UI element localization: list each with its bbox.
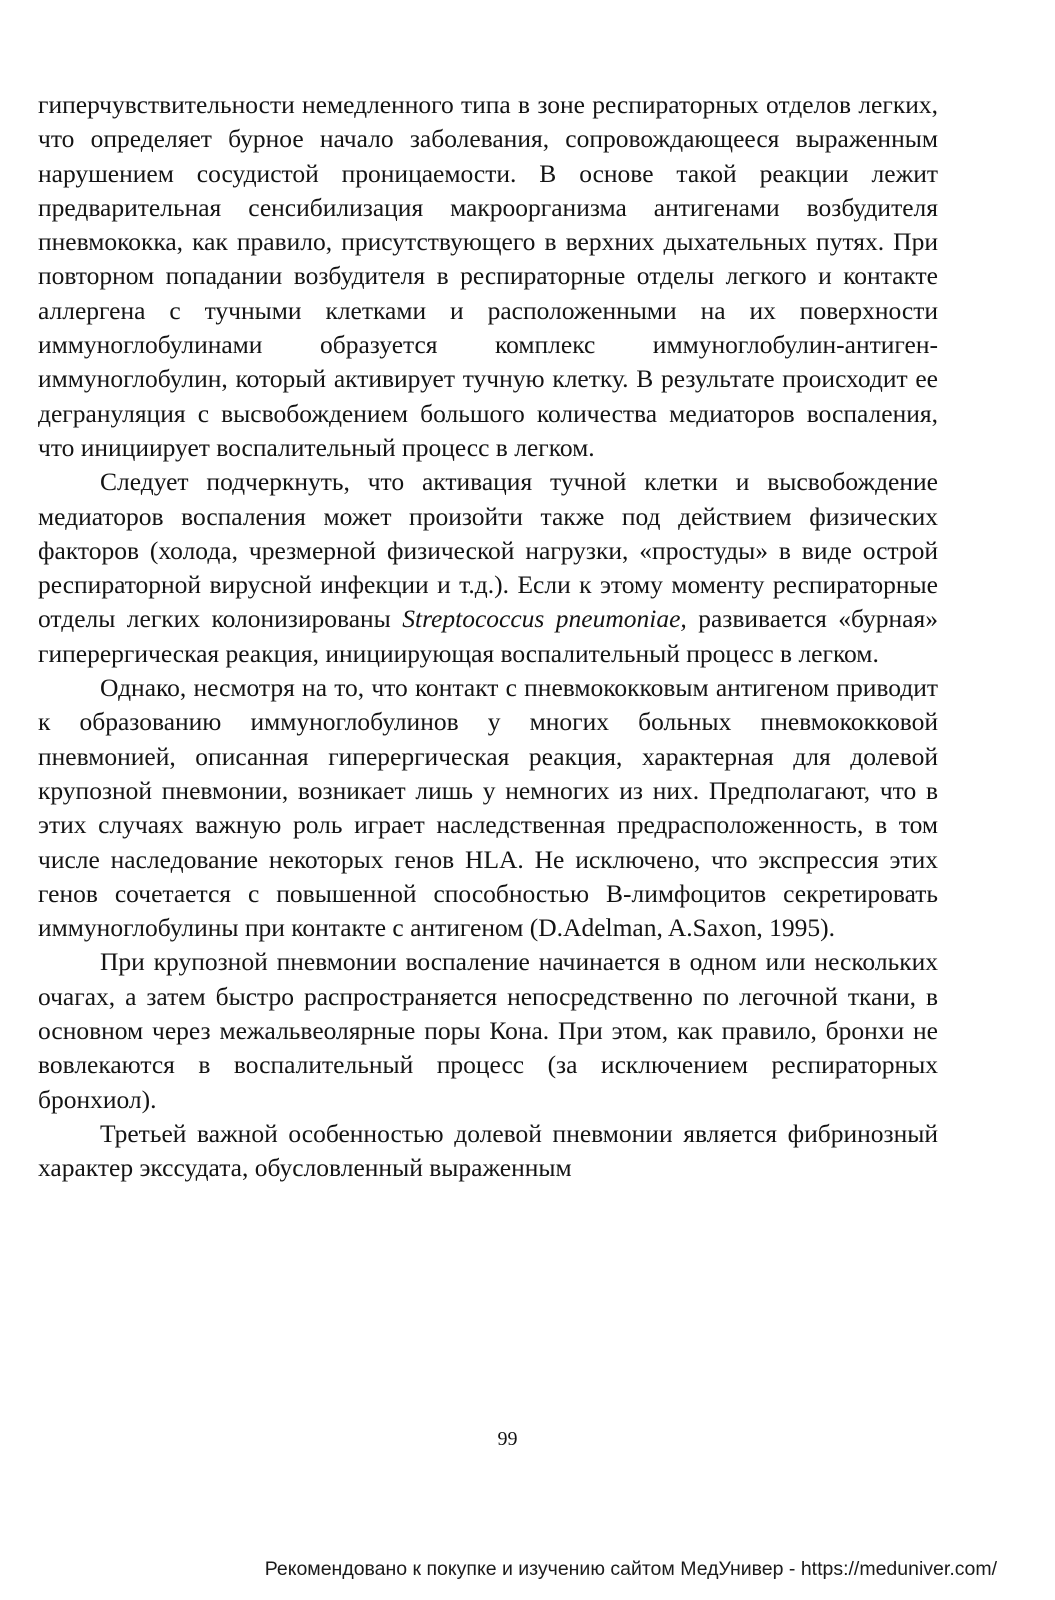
paragraph-2	[38, 465, 938, 671]
species-name: Streptococcus pneumoniae,	[402, 604, 687, 634]
paragraph-2-text-end: развивается «бурная» гиперергическая реакция, инициирующая воспалительный процесс в легком.	[38, 604, 938, 668]
page-number: 99	[497, 1428, 518, 1450]
paragraph-4: При крупозной пневмонии воспаление начинается в одном или нескольких очагах, а затем быстро распространяется непосредственно по легочной ткани, в основном через межальвеолярные поры Кона. При этом, как правило, бронхи не вовлекаются в воспалительный процесс (за исключением респираторных бронхиол).	[38, 947, 938, 1114]
paragraph-2-text-start: Следует подчеркнуть, что активация тучной клетки и высвобождение медиаторов воспаления может произойти также под действием физических факторов (холода, чрезмерной физической нагрузки, «простуды» в виде острой респираторной вирусной инфекции и т.д.). Если к этому моменту респираторные отделы легких колонизированы	[38, 467, 938, 634]
paragraph-1: гиперчувствительности немедленного типа в зоне респираторных отделов легких, что определяет бурное начало заболевания, сопровождающееся выраженным нарушением сосудистой проницаемости. В основе такой реакции лежит предварительная сенсибилизация макроорганизма антигенами возбудителя пневмококка, как правило, присутствующего в верхних дыхательных путях. При повторном попадании возбудителя в респираторные отделы легкого и контакте аллергена с тучными клетками и расположенными на их поверхности иммуноглобулинами образуется комплекс иммуноглобулин-антиген-иммуноглобулин, который активирует тучную клетку. В результате происходит ее дегрануляция с высвобождением большого количества медиаторов воспаления, что инициирует воспалительный процесс в легком.	[38, 90, 938, 462]
paragraph-3: Однако, несмотря на то, что контакт с пневмококковым антигеном приводит к образованию иммуноглобулинов у многих больных пневмококковой пневмонией, описанная гиперергическая реакция, характерная для долевой крупозной пневмонии, возникает лишь у немногих из них. Предполагают, что в этих случаях важную роль играет наследственная предрасположенность, в том числе наследование некоторых генов HLA. Не исключено, что экспрессия этих генов сочетается с повышенной способностью В-лимфоцитов секретировать иммуноглобулины при контакте с антигеном (D.Adelman, A.Saxon, 1995).	[38, 673, 938, 943]
body-text	[38, 88, 938, 1186]
footer-recommendation: Рекомендовано к покупке и изучению сайтом МедУнивер - https://meduniver.com/	[264, 1558, 997, 1580]
paragraph-5: Третьей важной особенностью долевой пневмонии является фибринозный характер экссудата, обусловленный выраженным	[38, 1118, 938, 1183]
